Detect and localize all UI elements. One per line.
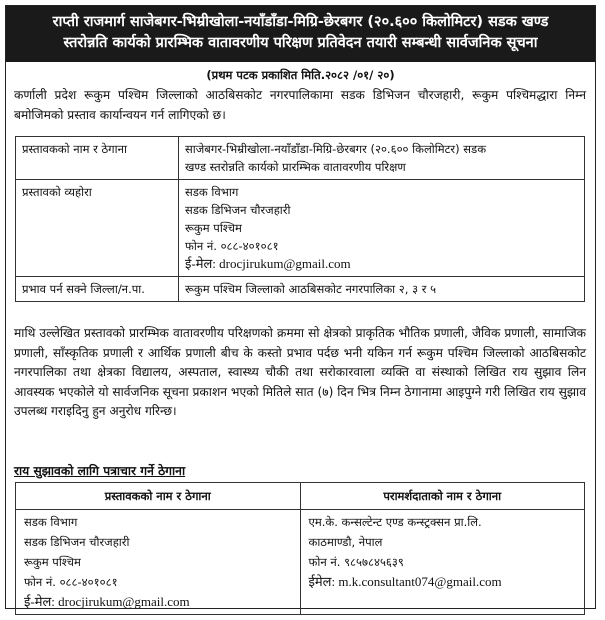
publication-date: (प्रथम पटक प्रकाशित मिति.२०८२ /०१/ २०): [206, 68, 395, 82]
row-value: [179, 277, 585, 302]
proposal-table: [15, 136, 585, 302]
value-line: फोन नं. ०८८-४०१०८१: [185, 239, 279, 253]
contact-title: राय सुझावको लागि पत्राचार गर्ने ठेगाना: [14, 464, 186, 478]
address-line: ईमेल: m.k.consultant074@gmail.com: [308, 574, 502, 589]
header-line-1: राप्ती राजमार्ग साजेबगर-भिम्रीखोला-नयाँडाँडा-मिग्रि-छेरबगर (२०.६०० किलोमिटर) सडक खण्ड: [52, 14, 549, 30]
value-line: सडक विभाग: [185, 185, 239, 199]
body-paragraph: माथि उल्लेखित प्रस्तावको प्रारम्भिक वातावरणीय परिक्षणको क्रममा सो क्षेत्रको प्राकृतिक भौतिक प्रणाली, जैविक प्रणाली, सामाजिक प्रणाली, साँस्कृतिक प्रणाली र आर्थिक प्रणाली बीच के कस्तो प्रभाव पर्दछ भनी यकिन गर्न रूकुम पश्चिम जिल्लाको आठबिसकोट नगरपालिका तथा क्षेत्रका विद्यालय, अस्पताल, स्वास्थ्य चौकी तथा सरोकारवाला व्यक्ति वा संस्थाको लिखित राय सुझाव लिन आवस्यक भएकोले यो सार्वजनिक सूचना प्रकाशन भएको मितिले सात (७) दिन भित्र निम्न ठेगानामा आइपुग्ने गरी लिखित राय सुझाव उपलब्ध गराइदिनु हुन अनुरोध गरिन्छ।: [14, 326, 586, 418]
header-line-2: स्तरोन्नति कार्यको प्रारम्भिक वातावरणीय परिक्षण प्रतिवेदन तयारी सम्बन्धी सार्वजनिक सूचना: [63, 35, 538, 51]
row-label: प्रस्तावकको नाम र ठेगाना: [16, 137, 179, 180]
consultant-header: परामर्शदाताको नाम र ठेगाना: [300, 483, 585, 510]
value-line: सडक डिभिजन चौरजहारी: [185, 203, 291, 217]
notice-frame: [5, 5, 596, 609]
address-line: ई-मेल: drocjirukum@gmail.com: [24, 594, 190, 609]
row-label: प्रभाव पर्न सक्ने जिल्ला/न.पा.: [16, 277, 179, 302]
intro-paragraph: कर्णाली प्रदेश रूकुम पश्चिम जिल्लाको आठबिसकोट नगरपालिकामा सडक डिभिजन चौरजहारी, रूकुम पश्चिमद्धारा निम्न बमोजिमको प्रस्ताव कार्यान्वयन गर्न लागिएको छ।: [14, 88, 586, 122]
value-line: ई-मेल: drocjirukum@gmail.com: [185, 256, 351, 271]
address-line: काठमाण्डौ, नेपाल: [308, 535, 383, 549]
table-row: [16, 510, 585, 615]
table-row: [16, 277, 585, 302]
value-line: रूकुम पश्चिम: [185, 221, 242, 235]
value-line: साजेबगर-भिम्रीखोला-नयाँडाँडा-मिग्रि-छेरबगर (२०.६०० किलोमिटर) सडक: [185, 142, 487, 156]
address-line: फोन नं. ०८८-४०१०८१: [24, 575, 118, 589]
address-line: रूकुम पश्चिम: [24, 555, 81, 569]
address-line: फोन नं. ९८५७८४५६३९: [308, 555, 404, 569]
proposer-address: [16, 510, 301, 615]
table-row: [16, 180, 585, 277]
row-value: [179, 180, 585, 277]
address-line: सडक विभाग: [24, 515, 78, 529]
value-line: खण्ड स्तरोन्नति कार्यको प्रारम्भिक वातावरणीय परिक्षण: [185, 160, 406, 174]
notice-header: [6, 6, 595, 62]
table-row: [16, 137, 585, 180]
proposer-header: प्रस्तावकको नाम र ठेगाना: [16, 483, 301, 510]
contact-table: [15, 482, 585, 615]
address-line: सडक डिभिजन चौरजहारी: [24, 535, 130, 549]
table-row: [16, 483, 585, 510]
address-line: एम.के. कन्सल्टेन्ट एण्ड कन्स्ट्रक्सन प्रा.लि.: [308, 515, 482, 529]
row-label: प्रस्तावको व्यहोरा: [16, 180, 179, 277]
row-value: [179, 137, 585, 180]
value-line: रूकुम पश्चिम जिल्लाको आठबिसकोट नगरपालिका २, ३ र ५: [185, 282, 437, 296]
consultant-address: [300, 510, 585, 615]
